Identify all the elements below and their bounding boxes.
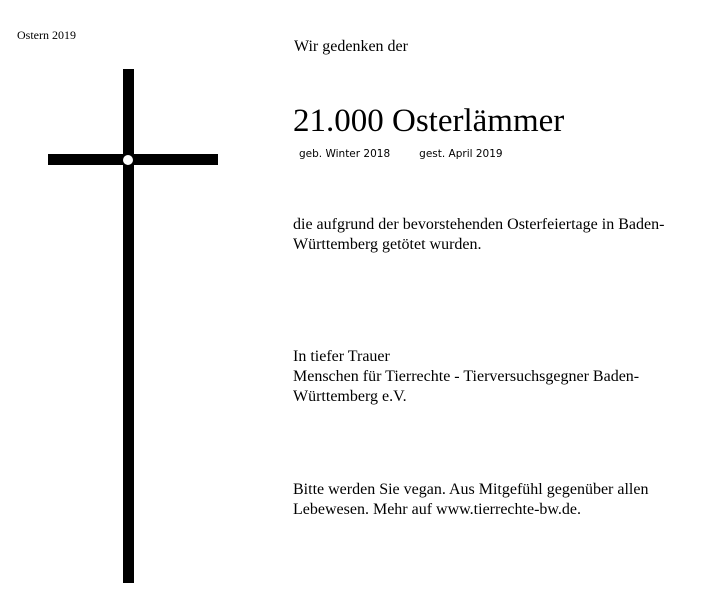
organization-line: Menschen für Tierrechte - Tierversuchsgegner Baden- [293, 368, 640, 385]
mourning-signature [293, 347, 693, 407]
cross-horizontal-beam [48, 154, 218, 165]
headline: 21.000 Osterlämmer [293, 103, 565, 139]
appeal-line: Lebewesen. Mehr auf www.tierrechte-bw.de. [293, 501, 582, 518]
appeal-paragraph [293, 480, 693, 520]
cross-icon [48, 69, 218, 583]
death-date: gest. April 2019 [419, 148, 503, 160]
reason-paragraph [293, 215, 693, 255]
organization-line: Württemberg e.V. [293, 388, 407, 405]
reason-line: Württemberg getötet wurden. [293, 236, 482, 253]
mourning-line: In tiefer Trauer [293, 348, 390, 365]
cross-center-dot [123, 155, 133, 165]
appeal-line: Bitte werden Sie vegan. Aus Mitgefühl gegenüber allen [293, 481, 649, 498]
dates-row [299, 147, 503, 161]
intro-text: Wir gedenken der [294, 38, 408, 55]
cross-vertical-beam [123, 69, 134, 583]
reason-line: die aufgrund der bevorstehenden Osterfeiertage in Baden- [293, 216, 665, 233]
corner-label: Ostern 2019 [17, 28, 76, 42]
birth-date: geb. Winter 2018 [299, 148, 391, 160]
